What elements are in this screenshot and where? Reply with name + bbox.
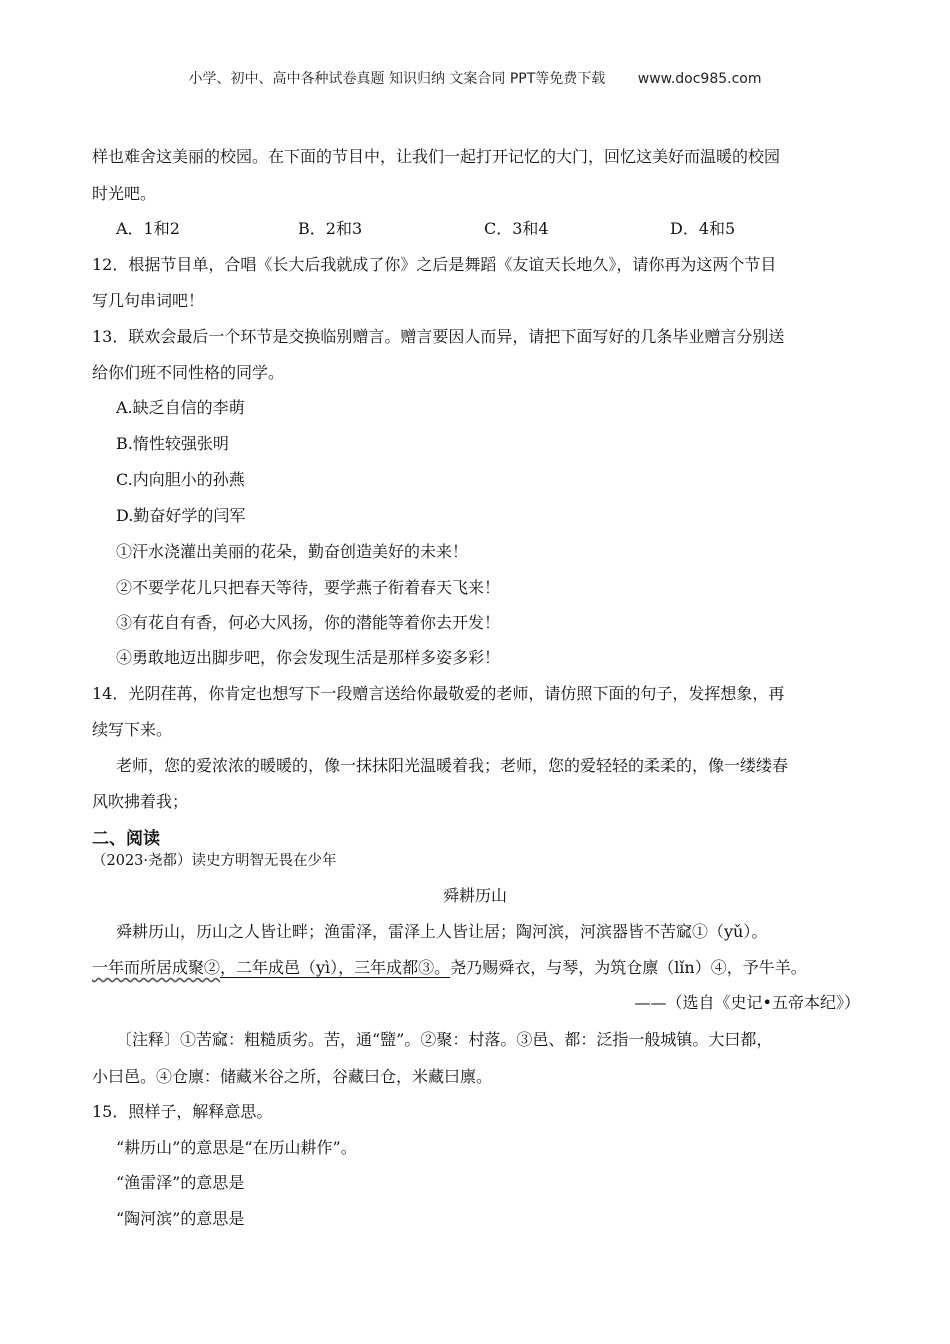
q14-line-2: 续写下来。	[92, 720, 173, 739]
q13-student-c: C.内向胆小的孙燕	[116, 470, 245, 489]
q13-line-1: 13．联欢会最后一个环节是交换临别赠言。赠言要因人而异，请把下面写好的几条毕业赠言分别送	[92, 327, 785, 346]
passage-wavy-segment: 一年而所居成聚②	[92, 958, 221, 977]
q11-option-d: D．4和5	[670, 219, 736, 238]
passage-line-2	[92, 957, 807, 979]
notes-line-2: 小曰邑。④仓廪：储藏米谷之所，谷藏曰仓，米藏曰廪。	[92, 1067, 493, 1086]
q14-line-1: 14．光阴荏苒，你肯定也想写下一段赠言送给你最敬爱的老师，请仿照下面的句子，发挥想象，再	[92, 684, 785, 703]
passage-title: 舜耕历山	[442, 886, 507, 905]
q13-student-d: D.勤奋好学的闫军	[116, 506, 246, 525]
q14-example-2: 风吹拂着我；	[92, 792, 189, 811]
passage-line-1: 舜耕历山，历山之人皆让畔；渔雷泽，雷泽上人皆让居；陶河滨，河滨器皆不苦窳①（yǔ）。	[116, 922, 768, 941]
q13-student-b: B.惰性较强张明	[116, 434, 229, 453]
q11-option-b: B．2和3	[298, 219, 363, 238]
q12-line-2: 写几句串词吧！	[92, 291, 205, 310]
q15-item-2: “陶河滨”的意思是	[116, 1209, 245, 1228]
q13-message-1: ①汗水浇灌出美丽的花朵，勤奋创造美好的未来！	[116, 542, 469, 561]
passage-underlined-segment: ，二年成邑（yì），三年成都③。	[220, 958, 451, 977]
intro-line-2: 时光吧。	[92, 184, 157, 203]
q15-item-1: “渔雷泽”的意思是	[116, 1173, 245, 1192]
q11-option-a: A．1和2	[116, 219, 180, 238]
q13-message-3: ③有花自有香，何必大风扬，你的潜能等着你去开发！	[116, 613, 501, 632]
q15-title: 15．照样子，解释意思。	[92, 1102, 273, 1121]
q11-option-c: C．3和4	[484, 219, 549, 238]
section-source: （2023·尧都）读史方明智无畏在少年	[92, 853, 337, 869]
header-text: 小学、初中、高中各种试卷真题 知识归纳 文案合同 PPT等免费下载	[188, 71, 606, 87]
q13-message-2: ②不要学花儿只把春天等待，要学燕子衔着春天飞来！	[116, 578, 501, 597]
q12-line-1: 12．根据节目单，合唱《长大后我就成了你》之后是舞蹈《友谊天长地久》，请你再为这两个节目	[92, 255, 777, 274]
passage-citation: ——（选自《史记•五帝本纪》）	[634, 993, 860, 1012]
intro-line-1: 样也难舍这美丽的校园。在下面的节目中，让我们一起打开记忆的大门，回忆这美好而温暖的校园	[92, 147, 781, 166]
header-site[interactable]: www.doc985.com	[637, 71, 762, 87]
passage-tail-segment: 尧乃赐舜衣，与琴，为筑仓廪（lǐn）④，予牛羊。	[450, 958, 807, 977]
section-title: 二、阅读	[92, 829, 160, 849]
page-header	[0, 68, 950, 88]
q14-example-1: 老师，您的爱浓浓的暖暖的，像一抹抹阳光温暖着我；老师，您的爱轻轻的柔柔的，像一缕缕春	[116, 756, 789, 775]
q13-message-4: ④勇敢地迈出脚步吧，你会发现生活是那样多姿多彩！	[116, 648, 501, 667]
q13-line-2: 给你们班不同性格的同学。	[92, 363, 285, 382]
q15-example: “耕历山”的意思是“在历山耕作”。	[116, 1138, 357, 1157]
q13-student-a: A.缺乏自信的李萌	[116, 398, 245, 417]
notes-line-1: 〔注释〕①苦窳：粗糙质劣。苦，通“盬”。②聚：村落。③邑、都：泛指一般城镇。大曰都，	[116, 1030, 773, 1049]
